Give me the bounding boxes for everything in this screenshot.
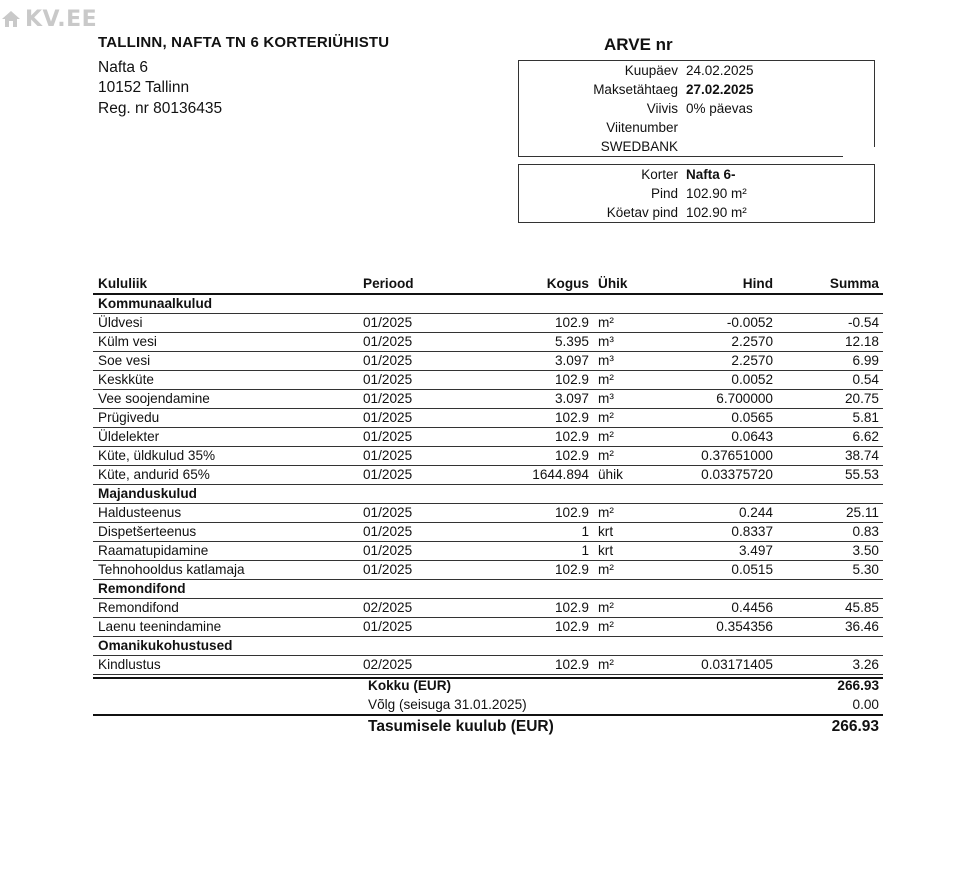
cell-period: 01/2025 (363, 447, 463, 466)
cell-period: 01/2025 (363, 561, 463, 580)
invoice-detail-row (519, 80, 874, 99)
header-qty: Kogus (463, 275, 589, 294)
cell-period: 01/2025 (363, 428, 463, 447)
table-row (93, 504, 883, 523)
header-unit: Ühik (589, 275, 659, 294)
header-item: Kululiik (93, 275, 363, 294)
cell-price: 0.8337 (659, 523, 773, 542)
cell-price: 0.354356 (659, 618, 773, 637)
cell-price: 0.03375720 (659, 466, 773, 485)
cell-sum: 55.53 (773, 466, 883, 485)
invoice-detail-row (519, 99, 874, 118)
cell-price: 0.0515 (659, 561, 773, 580)
invoice-detail-label: Kuupäev (624, 63, 678, 78)
invoice-details-box (518, 60, 875, 157)
table-row (93, 333, 883, 352)
cell-item: Dispetšerteenus (93, 523, 363, 542)
apartment-detail-row (519, 203, 874, 222)
cell-period: 02/2025 (363, 599, 463, 618)
cell-qty: 5.395 (463, 333, 589, 352)
table-row (93, 542, 883, 561)
apartment-detail-label: Korter (641, 167, 678, 182)
section-row (93, 294, 883, 314)
company-city: 10152 Tallinn (98, 79, 190, 96)
cell-qty: 102.9 (463, 561, 589, 580)
cell-sum: 5.30 (773, 561, 883, 580)
cell-item: Raamatupidamine (93, 542, 363, 561)
apartment-detail-value: 102.90 m² (686, 186, 747, 201)
table-row (93, 466, 883, 485)
cell-price: 0.4456 (659, 599, 773, 618)
cell-sum: -0.54 (773, 314, 883, 333)
section-title: Omanikukohustused (93, 637, 883, 656)
cell-sum: 6.62 (773, 428, 883, 447)
cell-period: 01/2025 (363, 618, 463, 637)
invoice-detail-value: 0% päevas (686, 101, 753, 116)
cell-qty: 3.097 (463, 390, 589, 409)
apartment-detail-label: Köetav pind (606, 205, 678, 220)
cell-unit: krt (589, 523, 659, 542)
cell-price: 2.2570 (659, 352, 773, 371)
cell-item: Kindlustus (93, 656, 363, 675)
section-title: Remondifond (93, 580, 883, 599)
cell-price: 3.497 (659, 542, 773, 561)
totals-bottom-rule (93, 714, 883, 716)
cell-qty: 102.9 (463, 314, 589, 333)
cell-item: Üldvesi (93, 314, 363, 333)
cell-sum: 36.46 (773, 618, 883, 637)
totals-top-rule (93, 677, 883, 679)
header-period: Periood (363, 275, 463, 294)
cell-item: Soe vesi (93, 352, 363, 371)
debt-value: 0.00 (852, 697, 879, 712)
cell-item: Laenu teenindamine (93, 618, 363, 637)
cell-period: 01/2025 (363, 542, 463, 561)
table-row (93, 409, 883, 428)
table-row (93, 371, 883, 390)
cell-item: Prügivedu (93, 409, 363, 428)
cell-qty: 1 (463, 523, 589, 542)
invoice-detail-row (519, 137, 874, 156)
apartment-detail-row (519, 165, 874, 184)
cell-period: 01/2025 (363, 523, 463, 542)
house-logo-icon (0, 8, 22, 30)
cell-price: 0.0052 (659, 371, 773, 390)
cell-sum: 5.81 (773, 409, 883, 428)
cell-unit: krt (589, 542, 659, 561)
apartment-box (518, 164, 875, 223)
cell-unit: m² (589, 314, 659, 333)
cell-price: 2.2570 (659, 333, 773, 352)
cell-sum: 6.99 (773, 352, 883, 371)
invoice-detail-row (519, 61, 874, 80)
table-row (93, 561, 883, 580)
cell-price: 0.0565 (659, 409, 773, 428)
amount-due-value: 266.93 (831, 718, 879, 735)
company-reg: Reg. nr 80136435 (98, 100, 223, 117)
cell-qty: 102.9 (463, 656, 589, 675)
apartment-detail-value: Nafta 6- (686, 167, 736, 182)
cell-qty: 102.9 (463, 447, 589, 466)
table-row (93, 599, 883, 618)
total-label: Kokku (EUR) (368, 678, 452, 693)
invoice-title: ARVE nr (604, 35, 673, 54)
apartment-detail-value: 102.90 m² (686, 205, 747, 220)
cell-qty: 102.9 (463, 428, 589, 447)
invoice-detail-row (519, 118, 874, 137)
company-street: Nafta 6 (98, 59, 148, 76)
table-row (93, 390, 883, 409)
cell-unit: m³ (589, 333, 659, 352)
cell-qty: 1644.894 (463, 466, 589, 485)
cell-sum: 3.50 (773, 542, 883, 561)
cell-qty: 1 (463, 542, 589, 561)
cell-period: 01/2025 (363, 371, 463, 390)
invoice-detail-label: Viivis (646, 101, 678, 116)
cell-unit: m² (589, 656, 659, 675)
table-row (93, 428, 883, 447)
cell-qty: 102.9 (463, 409, 589, 428)
cell-unit: m² (589, 371, 659, 390)
section-row (93, 485, 883, 504)
cell-unit: m³ (589, 352, 659, 371)
redaction-mask (843, 147, 877, 159)
table-row (93, 618, 883, 637)
cell-sum: 0.54 (773, 371, 883, 390)
table-row (93, 314, 883, 333)
cell-price: 6.700000 (659, 390, 773, 409)
cell-unit: m² (589, 618, 659, 637)
watermark (0, 6, 97, 32)
cell-period: 01/2025 (363, 333, 463, 352)
cell-item: Küte, andurid 65% (93, 466, 363, 485)
cell-unit: ühik (589, 466, 659, 485)
cell-sum: 45.85 (773, 599, 883, 618)
apartment-detail-row (519, 184, 874, 203)
company-name: TALLINN, NAFTA TN 6 KORTERIÜHISTU (98, 34, 390, 51)
cell-period: 01/2025 (363, 390, 463, 409)
cell-period: 01/2025 (363, 314, 463, 333)
invoice-detail-label: Maksetähtaeg (593, 82, 678, 97)
cell-sum: 0.83 (773, 523, 883, 542)
cell-price: -0.0052 (659, 314, 773, 333)
cell-item: Keskküte (93, 371, 363, 390)
cell-period: 01/2025 (363, 504, 463, 523)
cell-price: 0.244 (659, 504, 773, 523)
cell-item: Külm vesi (93, 333, 363, 352)
apartment-detail-label: Pind (650, 186, 678, 201)
header-sum: Summa (773, 275, 883, 294)
cell-unit: m² (589, 447, 659, 466)
cell-item: Tehnohooldus katlamaja (93, 561, 363, 580)
cell-item: Remondifond (93, 599, 363, 618)
cell-unit: m² (589, 599, 659, 618)
cell-sum: 12.18 (773, 333, 883, 352)
table-header-row (93, 275, 883, 294)
cell-period: 01/2025 (363, 409, 463, 428)
cell-period: 01/2025 (363, 352, 463, 371)
cell-item: Üldelekter (93, 428, 363, 447)
cell-qty: 102.9 (463, 504, 589, 523)
table-row (93, 447, 883, 466)
section-title: Kommunaalkulud (93, 294, 883, 314)
cell-qty: 102.9 (463, 599, 589, 618)
cell-unit: m² (589, 428, 659, 447)
cell-sum: 3.26 (773, 656, 883, 675)
table-row (93, 523, 883, 542)
cell-item: Vee soojendamine (93, 390, 363, 409)
cell-sum: 38.74 (773, 447, 883, 466)
cell-unit: m³ (589, 390, 659, 409)
cell-period: 02/2025 (363, 656, 463, 675)
cell-period: 01/2025 (363, 466, 463, 485)
cell-price: 0.0643 (659, 428, 773, 447)
cell-unit: m² (589, 504, 659, 523)
cell-item: Haldusteenus (93, 504, 363, 523)
invoice-detail-value: 24.02.2025 (686, 63, 754, 78)
cell-qty: 102.9 (463, 618, 589, 637)
watermark-text: KV.EE (25, 6, 98, 32)
cell-sum: 25.11 (773, 504, 883, 523)
total-value: 266.93 (837, 678, 879, 693)
cell-price: 0.37651000 (659, 447, 773, 466)
header-price: Hind (659, 275, 773, 294)
charges-table (93, 275, 883, 675)
invoice-detail-label: SWEDBANK (600, 139, 678, 154)
amount-due-label: Tasumisele kuulub (EUR) (368, 718, 554, 735)
debt-label: Võlg (seisuga 31.01.2025) (368, 697, 527, 712)
cell-unit: m² (589, 561, 659, 580)
section-row (93, 637, 883, 656)
section-row (93, 580, 883, 599)
invoice-detail-label: Viitenumber (606, 120, 678, 135)
cell-item: Küte, üldkulud 35% (93, 447, 363, 466)
cell-sum: 20.75 (773, 390, 883, 409)
cell-qty: 3.097 (463, 352, 589, 371)
cell-unit: m² (589, 409, 659, 428)
section-title: Majanduskulud (93, 485, 883, 504)
table-row (93, 352, 883, 371)
cell-price: 0.03171405 (659, 656, 773, 675)
table-row (93, 656, 883, 675)
cell-qty: 102.9 (463, 371, 589, 390)
invoice-detail-value: 27.02.2025 (686, 82, 754, 97)
